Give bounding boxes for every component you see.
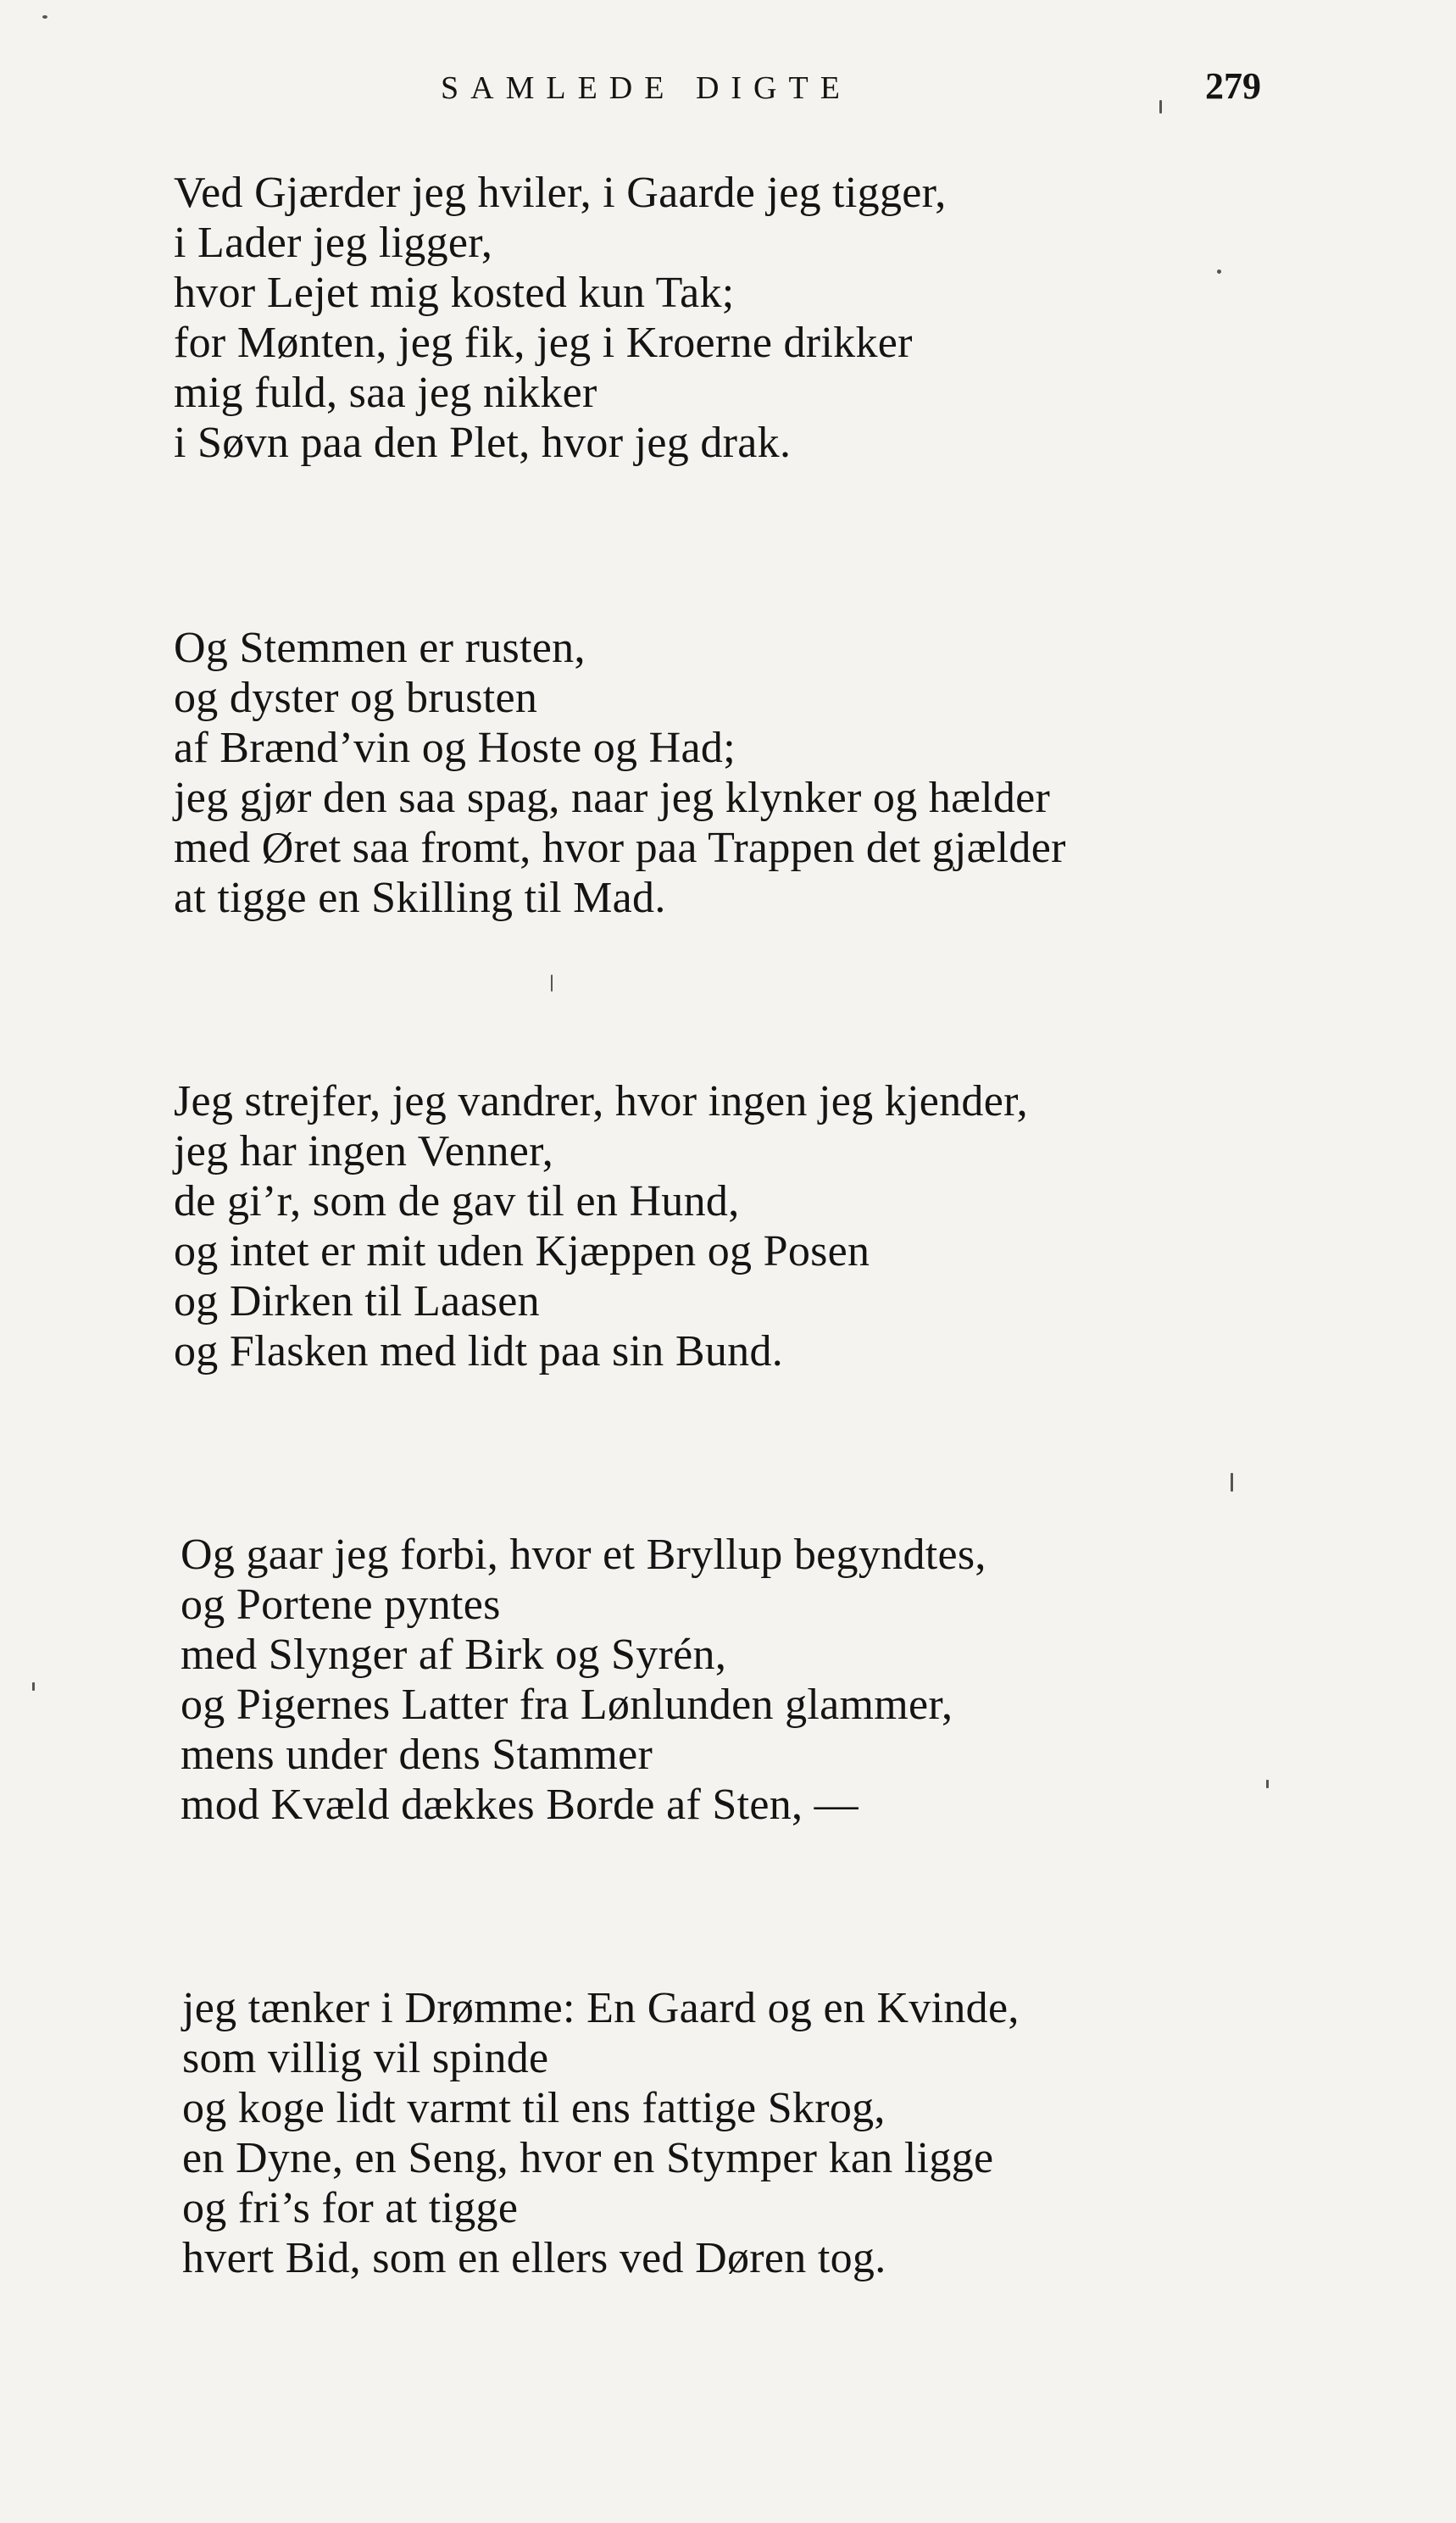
running-title: SAMLEDE DIGTE bbox=[441, 70, 852, 106]
verse-line: og fri’s for at tigge bbox=[182, 2184, 519, 2232]
scan-speck bbox=[42, 15, 47, 19]
verse-line: hvor Lejet mig kosted kun Tak; bbox=[174, 269, 735, 317]
verse-line: og koge lidt varmt til ens fattige Skrog, bbox=[182, 2084, 886, 2132]
scan-speck bbox=[1231, 1473, 1233, 1492]
stanza-1 bbox=[174, 168, 947, 468]
verse-line: og Pigernes Latter fra Lønlunden glammer, bbox=[181, 1681, 953, 1729]
scan-speck bbox=[1159, 100, 1162, 114]
verse-line: for Mønten, jeg fik, jeg i Kroerne drikker bbox=[174, 319, 913, 367]
scan-speck bbox=[551, 975, 553, 992]
stanza-2 bbox=[174, 623, 1066, 923]
verse-line: mig fuld, saa jeg nikker bbox=[174, 369, 597, 417]
verse-line: i Søvn paa den Plet, hvor jeg drak. bbox=[174, 419, 792, 467]
verse-line: at tigge en Skilling til Mad. bbox=[174, 874, 666, 922]
verse-line: og Portene pyntes bbox=[181, 1581, 501, 1629]
verse-line: Og Stemmen er rusten, bbox=[174, 624, 586, 672]
verse-line: jeg har ingen Venner, bbox=[174, 1127, 553, 1175]
verse-line: mod Kvæld dækkes Borde af Sten, — bbox=[181, 1781, 859, 1829]
stanza-5 bbox=[182, 1983, 1020, 2283]
scan-speck bbox=[32, 1682, 35, 1691]
stanza-4 bbox=[181, 1530, 986, 1830]
verse-line: de gi’r, som de gav til en Hund, bbox=[174, 1177, 740, 1225]
verse-line: Og gaar jeg forbi, hvor et Bryllup begyndtes, bbox=[181, 1531, 986, 1579]
verse-line: og dyster og brusten bbox=[174, 674, 538, 722]
verse-line: af Brænd’vin og Hoste og Had; bbox=[174, 724, 736, 772]
verse-line: mens under dens Stammer bbox=[181, 1731, 653, 1779]
verse-line: og Dirken til Laasen bbox=[174, 1277, 540, 1325]
verse-line: som villig vil spinde bbox=[182, 2034, 549, 2082]
verse-line: en Dyne, en Seng, hvor en Stymper kan ligge bbox=[182, 2134, 994, 2182]
verse-line: med Slynger af Birk og Syrén, bbox=[181, 1631, 727, 1679]
page-number: 279 bbox=[1205, 65, 1261, 107]
verse-line: i Lader jeg ligger, bbox=[174, 219, 493, 267]
verse-line: Jeg strejfer, jeg vandrer, hvor ingen jeg kjender, bbox=[174, 1077, 1028, 1125]
scan-speck bbox=[1217, 270, 1221, 274]
verse-line: hvert Bid, som en ellers ved Døren tog. bbox=[182, 2234, 886, 2282]
verse-line: jeg tænker i Drømme: En Gaard og en Kvinde, bbox=[182, 1984, 1020, 2032]
stanza-3 bbox=[174, 1076, 1028, 1376]
scan-speck bbox=[1266, 1780, 1269, 1788]
verse-line: og intet er mit uden Kjæppen og Posen bbox=[174, 1227, 870, 1275]
verse-line: og Flasken med lidt paa sin Bund. bbox=[174, 1327, 784, 1375]
verse-line: med Øret saa fromt, hvor paa Trappen det gjælder bbox=[174, 824, 1066, 872]
verse-line: jeg gjør den saa spag, naar jeg klynker og hælder bbox=[174, 774, 1051, 822]
verse-line: Ved Gjærder jeg hviler, i Gaarde jeg tigger, bbox=[174, 169, 947, 217]
